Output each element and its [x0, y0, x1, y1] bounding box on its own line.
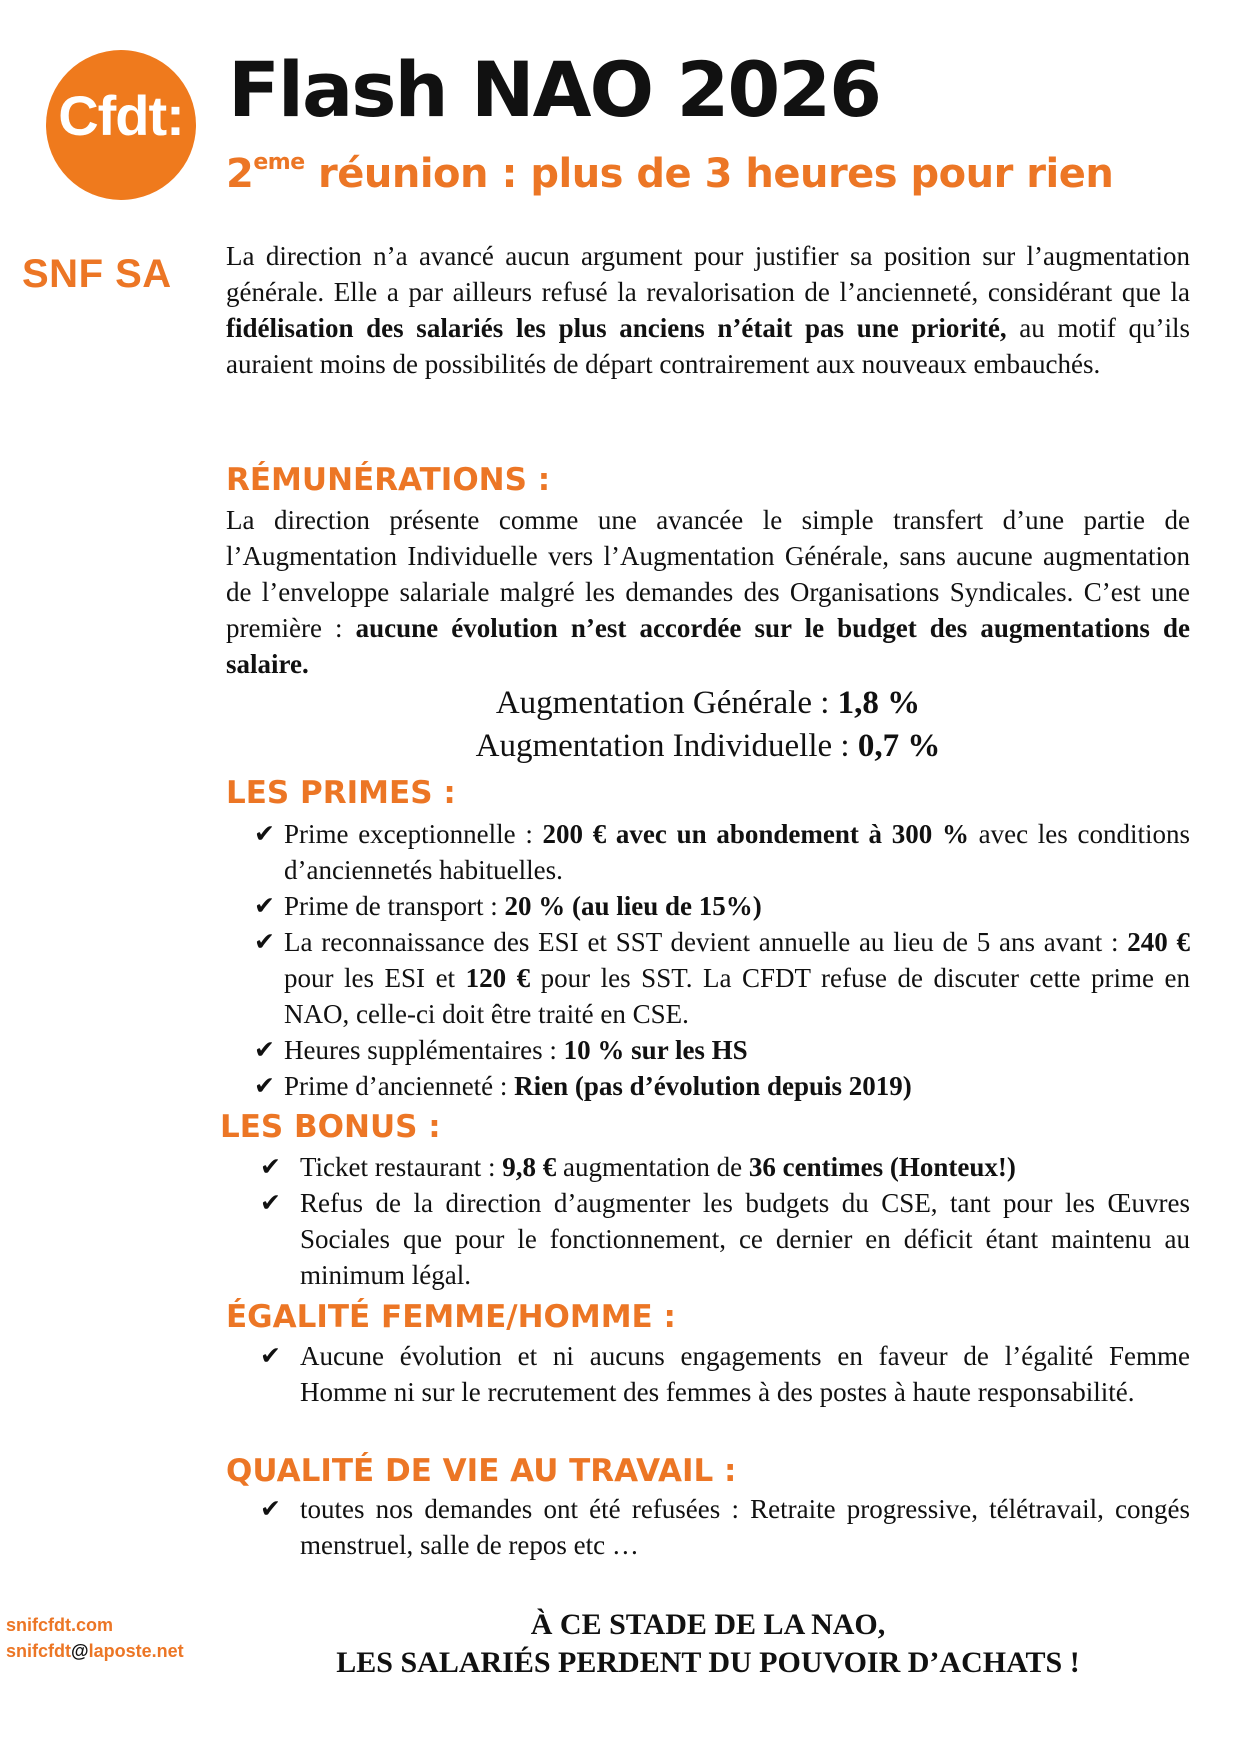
intro-bold: fidélisation des salariés les plus anciens n’était pas une priorité,	[226, 313, 1007, 343]
closing-statement	[226, 1606, 1190, 1682]
page-title: Flash NAO 2026	[228, 45, 881, 134]
footer-contact	[6, 1612, 184, 1664]
email-at: @	[71, 1641, 89, 1661]
email-user: snifcfdt	[6, 1641, 71, 1661]
item-text: Prime d’ancienneté :	[284, 1071, 515, 1101]
list-item	[254, 924, 1190, 1032]
list-item	[260, 1185, 1190, 1293]
item-bold: 20 % (au lieu de 15%)	[504, 891, 762, 921]
individual-increase-line	[226, 727, 1190, 767]
individual-increase-value: 0,7 %	[857, 728, 941, 764]
intro-text-1: La direction n’a avancé aucun argument pour justifier sa position sur l’augmentation générale. Elle a par ailleurs refusé la revalorisation de l’ancienneté, considérant que la	[226, 241, 1190, 307]
item-text: pour les ESI et	[284, 963, 466, 993]
closing-line-1: À CE STADE DE LA NAO,	[530, 1608, 886, 1641]
item-bold: 36 centimes (Honteux!)	[748, 1152, 1016, 1182]
list-item	[254, 1068, 1190, 1104]
item-text: avec les conditions d’anciennetés habituelles.	[284, 819, 1190, 885]
item-bold: 120 €	[465, 963, 531, 993]
general-increase-value: 1,8 %	[837, 685, 921, 721]
general-increase-label: Augmentation Générale :	[495, 685, 838, 721]
check-mark-icon: ✔	[260, 1341, 281, 1370]
general-increase-line	[226, 684, 1190, 724]
check-mark-icon: ✔	[254, 1071, 275, 1100]
item-text: augmentation de	[556, 1152, 749, 1182]
remunerations-text: La direction présente comme une avancée le simple transfert d’une partie de l’Augmentation Individuelle vers l’Augmentation Générale, sans aucune augmentation de l’enveloppe salariale malgré les demandes des Organisations Syndicales. C’est une première :	[226, 505, 1190, 643]
primes-list	[254, 816, 1190, 1104]
section-heading-bonus: LES BONUS :	[220, 1109, 441, 1145]
union-section-name: SNF SA	[22, 252, 172, 296]
bonus-list	[260, 1149, 1190, 1293]
check-mark-icon: ✔	[260, 1188, 281, 1217]
subtitle-text: réunion : plus de 3 heures pour rien	[304, 151, 1114, 197]
subtitle-ordinal: 2	[226, 151, 254, 197]
logo-text: Cfdt:	[58, 84, 184, 147]
check-mark-icon: ✔	[254, 891, 275, 920]
closing-line-2: LES SALARIÉS PERDENT DU POUVOIR D’ACHATS !	[336, 1646, 1080, 1679]
qvt-list	[260, 1491, 1190, 1563]
section-heading-qvt: QUALITÉ DE VIE AU TRAVAIL :	[226, 1453, 737, 1489]
item-text: Refus de la direction d’augmenter les budgets du CSE, tant pour les Œuvres Sociales que pour le fonctionnement, ce dernier en déficit étant maintenu au minimum légal.	[300, 1188, 1190, 1290]
item-text: Prime de transport :	[284, 891, 505, 921]
intro-text-2: au motif qu’ils auraient moins de possibilités de départ contrairement aux nouveaux embauchés.	[226, 313, 1190, 379]
list-item	[254, 816, 1190, 888]
item-text: Heures supplémentaires :	[284, 1035, 564, 1065]
check-mark-icon: ✔	[260, 1152, 281, 1181]
email-link[interactable]	[6, 1638, 184, 1664]
item-text: toutes nos demandes ont été refusées : Retraite progressive, télétravail, congés menstruel, salle de repos etc …	[300, 1494, 1190, 1560]
check-mark-icon: ✔	[254, 927, 275, 956]
item-bold: 10 % sur les HS	[563, 1035, 748, 1065]
item-text: Aucune évolution et ni aucuns engagements en faveur de l’égalité Femme Homme ni sur le recrutement des femmes à des postes à haute responsabilité.	[300, 1341, 1190, 1407]
egalite-list	[260, 1338, 1190, 1410]
subtitle-sup: eme	[253, 150, 305, 175]
item-bold: 240 €	[1127, 927, 1190, 957]
intro-paragraph	[226, 238, 1190, 382]
remunerations-bold: aucune évolution n’est accordée sur le budget des augmentations de salaire.	[226, 613, 1190, 679]
section-heading-primes: LES PRIMES :	[226, 775, 456, 811]
item-text: La reconnaissance des ESI et SST devient annuelle au lieu de 5 ans avant :	[284, 927, 1128, 957]
item-text: Ticket restaurant :	[300, 1152, 503, 1182]
list-item	[260, 1338, 1190, 1410]
list-item	[260, 1149, 1190, 1185]
list-item	[254, 888, 1190, 924]
email-domain: laposte.net	[88, 1641, 184, 1661]
cfdt-logo	[46, 50, 196, 200]
item-text: pour les SST. La CFDT refuse de discuter cette prime en NAO, celle-ci doit être traité en CSE.	[284, 963, 1190, 1029]
list-item	[254, 1032, 1190, 1068]
check-mark-icon: ✔	[260, 1494, 281, 1523]
item-text: Prime exceptionnelle :	[284, 819, 543, 849]
list-item	[260, 1491, 1190, 1563]
remunerations-paragraph	[226, 502, 1190, 682]
item-bold: 9,8 €	[502, 1152, 557, 1182]
page-subtitle	[226, 150, 1113, 198]
individual-increase-label: Augmentation Individuelle :	[475, 728, 858, 764]
website-link[interactable]: snifcfdt.com	[6, 1615, 114, 1635]
section-heading-egalite: ÉGALITÉ FEMME/HOMME :	[226, 1299, 676, 1335]
item-bold: 200 € avec un abondement à 300 %	[542, 819, 969, 849]
check-mark-icon: ✔	[254, 819, 275, 848]
check-mark-icon: ✔	[254, 1035, 275, 1064]
section-heading-remunerations: RÉMUNÉRATIONS :	[226, 462, 551, 498]
item-bold: Rien (pas d’évolution depuis 2019)	[514, 1071, 912, 1101]
